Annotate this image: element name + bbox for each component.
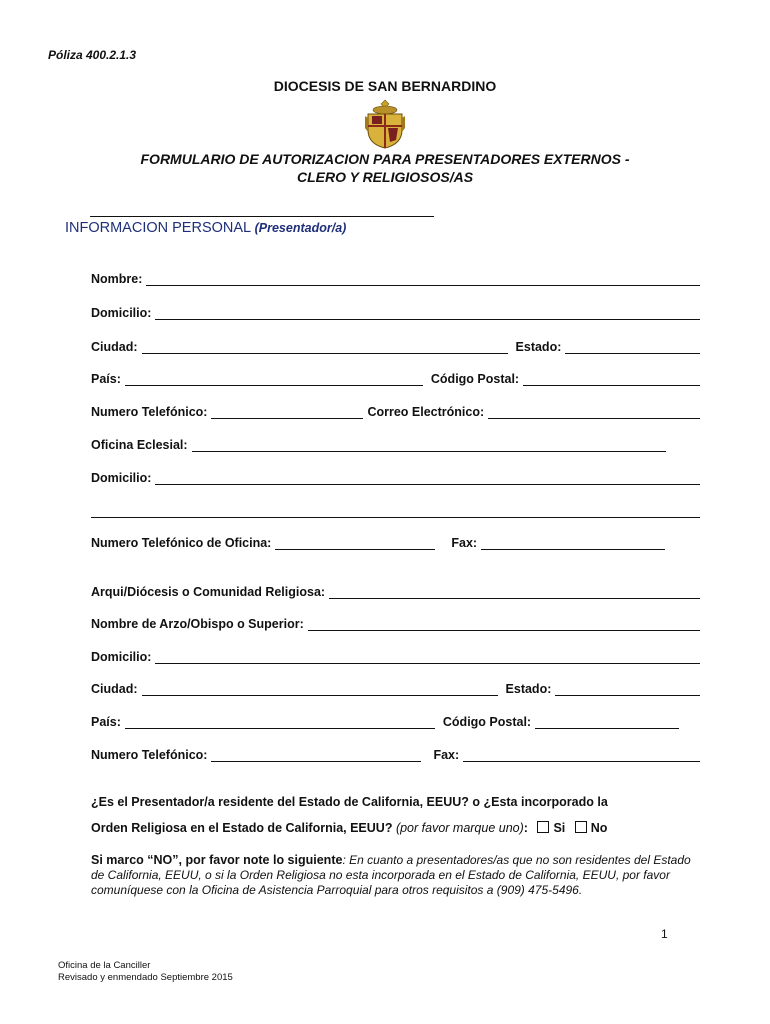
domicilio2-field[interactable]	[155, 472, 700, 485]
question-line2-text: Orden Religiosa en el Estado de California, EEUU?	[91, 821, 393, 835]
pais-row	[91, 368, 700, 386]
question-line1: ¿Es el Presentador/a residente del Estado de California, EEUU? o ¿Esta incorporado la	[91, 795, 608, 809]
pais-field[interactable]	[125, 373, 423, 386]
arzobispo-label: Nombre de Arzo/Obispo o Superior:	[91, 617, 304, 631]
telefono-row	[91, 401, 700, 419]
codigo-postal2-field[interactable]	[535, 716, 679, 729]
page-number: 1	[661, 927, 668, 941]
arzobispo-field[interactable]	[308, 618, 700, 631]
question-colon: :	[523, 821, 528, 835]
pais-label: País:	[91, 372, 121, 386]
ciudad-label: Ciudad:	[91, 340, 138, 354]
note-body: : En cuanto a presentadores/as que no son residentes del Estado de California, EEUU, o si la Orden Religiosa no esta incorporada en el Estado de California, EEUU, por favor comuníquese con la Oficina de Asistencia Parroquial para otros requisitos a (909) 475-5496.	[91, 853, 691, 897]
estado2-field[interactable]	[555, 683, 700, 696]
correo-field[interactable]	[488, 406, 700, 419]
domicilio2-continuation-field[interactable]	[91, 505, 700, 518]
residency-question	[91, 789, 700, 841]
note-lead: Si marco “NO”, por favor note lo siguiente	[91, 853, 343, 867]
estado-field[interactable]	[565, 341, 700, 354]
domicilio-label: Domicilio:	[91, 306, 152, 320]
ciudad-field[interactable]	[142, 341, 508, 354]
domicilio2-label: Domicilio:	[91, 471, 152, 485]
policy-number: Póliza 400.2.1.3	[48, 48, 137, 62]
arquidiocesis-field[interactable]	[329, 586, 700, 599]
pais2-label: País:	[91, 715, 121, 729]
domicilio-field[interactable]	[155, 307, 700, 320]
arquidiocesis-label: Arqui/Diócesis o Comunidad Religiosa:	[91, 585, 326, 599]
correo-label: Correo Electrónico:	[367, 405, 485, 419]
domicilio3-label: Domicilio:	[91, 650, 152, 664]
nombre-field[interactable]	[146, 273, 700, 286]
section-divider	[90, 216, 434, 217]
tel-oficina-field[interactable]	[275, 537, 435, 550]
option-si-label: Si	[553, 821, 566, 835]
nombre-row	[91, 268, 700, 286]
pais2-row	[91, 711, 700, 729]
domicilio2-continuation-row	[91, 500, 700, 518]
domicilio-row	[91, 302, 700, 320]
telefono-label: Numero Telefónico:	[91, 405, 208, 419]
nombre-label: Nombre:	[91, 272, 143, 286]
residency-note	[91, 853, 703, 898]
telefono2-field[interactable]	[211, 749, 421, 762]
fax-label: Fax:	[451, 536, 478, 550]
form-title-line2: CLERO Y RELIGIOSOS/AS	[296, 169, 474, 185]
option-no-label: No	[590, 821, 608, 835]
ciudad2-row	[91, 678, 700, 696]
tel-oficina-row	[91, 532, 700, 550]
ciudad-row	[91, 336, 700, 354]
checkbox-si[interactable]	[537, 821, 549, 833]
section-subtitle: (Presentador/a)	[254, 221, 347, 235]
estado2-label: Estado:	[505, 682, 552, 696]
ciudad2-field[interactable]	[142, 683, 498, 696]
diocesan-crest-icon	[362, 98, 408, 150]
oficina-row	[91, 434, 700, 452]
arzobispo-row	[91, 613, 700, 631]
form-title-line1: FORMULARIO DE AUTORIZACION PARA PRESENTADORES EXTERNOS -	[140, 151, 630, 167]
section-title: INFORMACION PERSONAL	[65, 220, 251, 236]
codigo-postal2-label: Código Postal:	[442, 715, 532, 729]
telefono2-row	[91, 744, 700, 762]
tel-oficina-label: Numero Telefónico de Oficina:	[91, 536, 272, 550]
telefono-field[interactable]	[211, 406, 363, 419]
form-title	[90, 150, 680, 186]
question-line2	[91, 815, 700, 841]
oficina-field[interactable]	[192, 439, 666, 452]
question-hint: (por favor marque uno)	[395, 821, 524, 835]
estado-label: Estado:	[515, 340, 562, 354]
ciudad2-label: Ciudad:	[91, 682, 138, 696]
oficina-label: Oficina Eclesial:	[91, 438, 188, 452]
section-heading	[65, 220, 346, 236]
domicilio3-field[interactable]	[155, 651, 700, 664]
domicilio2-row	[91, 467, 700, 485]
fax-field[interactable]	[481, 537, 665, 550]
diocese-title: DIOCESIS DE SAN BERNARDINO	[273, 78, 497, 94]
arquidiocesis-row	[91, 581, 700, 599]
footer	[58, 960, 233, 984]
pais2-field[interactable]	[125, 716, 435, 729]
telefono2-label: Numero Telefónico:	[91, 748, 208, 762]
domicilio3-row	[91, 646, 700, 664]
fax2-label: Fax:	[433, 748, 460, 762]
fax2-field[interactable]	[463, 749, 700, 762]
checkbox-no[interactable]	[575, 821, 587, 833]
codigo-postal-field[interactable]	[523, 373, 700, 386]
footer-line1: Oficina de la Canciller	[58, 960, 151, 971]
codigo-postal-label: Código Postal:	[430, 372, 520, 386]
footer-line2: Revisado y enmendado Septiembre 2015	[58, 972, 233, 983]
